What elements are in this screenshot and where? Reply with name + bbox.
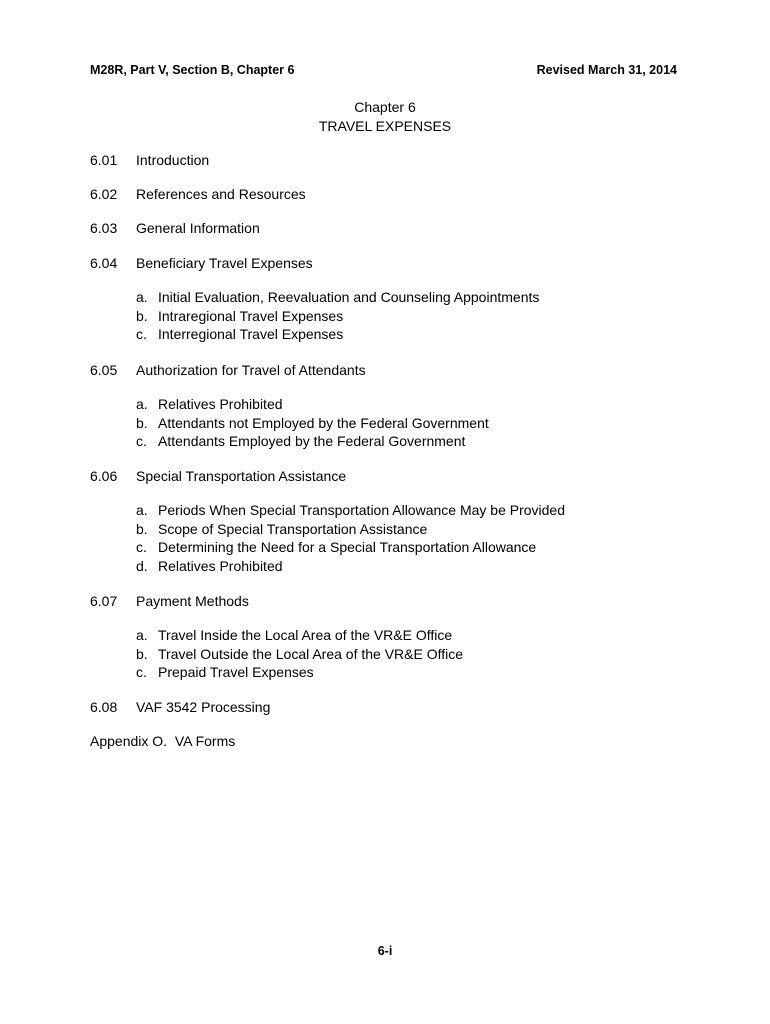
section-number: 6.03 [90,220,118,236]
section-title: Authorization for Travel of Attendants [136,362,366,378]
subitem-text: Initial Evaluation, Reevaluation and Counseling Appointments [158,289,540,305]
section-title: Payment Methods [136,593,249,609]
toc-subitem [136,538,565,557]
toc-section-6-01 [90,151,209,170]
subitem-letter: b. [136,414,148,431]
toc-section-6-07 [90,592,249,611]
chapter-title-block [0,98,770,136]
toc-section-6-02 [90,185,306,204]
toc-sublist-6-05 [136,395,489,451]
toc-subitem [136,520,565,539]
subitem-letter: d. [136,557,148,574]
subitem-letter: b. [136,645,148,662]
section-number: 6.02 [90,186,118,202]
section-number: 6.01 [90,152,118,168]
toc-subitem [136,414,489,433]
toc-sublist-6-07 [136,626,463,682]
section-title: General Information [136,220,260,236]
toc-subitem [136,432,489,451]
toc-subitem [136,307,539,326]
toc-section-6-08 [90,698,270,717]
toc-subitem [136,395,489,414]
toc-section-6-06 [90,467,346,486]
toc-section-6-03 [90,219,260,238]
section-title: References and Resources [136,186,306,202]
chapter-name: TRAVEL EXPENSES [318,118,452,134]
toc-section-6-05 [90,361,366,380]
section-number: 6.08 [90,699,118,715]
toc-subitem [136,288,539,307]
toc-subitem [136,501,565,520]
subitem-text: Relatives Prohibited [158,396,283,412]
header-revision-date: Revised March 31, 2014 [536,63,677,77]
subitem-letter: c. [136,326,147,343]
subitem-text: Attendants Employed by the Federal Government [158,433,466,450]
subitem-text: Determining the Need for a Special Transportation Allowance [158,539,537,556]
section-title: Beneficiary Travel Expenses [136,255,313,271]
subitem-letter: a. [136,502,148,518]
page-number: 6-i [377,944,393,958]
subitem-letter: c. [136,664,147,681]
subitem-text: Intraregional Travel Expenses [158,307,344,324]
subitem-letter: a. [136,627,148,643]
toc-sublist-6-06 [136,501,565,575]
subitem-letter: b. [136,307,148,324]
subitem-letter: c. [136,539,147,556]
subitem-letter: a. [136,396,148,412]
toc-subitem [136,645,463,664]
section-title: Introduction [136,152,210,168]
section-number: 6.05 [90,362,118,378]
subitem-text: Scope of Special Transportation Assistance [158,520,428,537]
subitem-letter: a. [136,289,148,305]
section-title: Special Transportation Assistance [136,468,347,484]
toc-subitem [136,663,463,682]
toc-subitem [136,325,539,344]
subitem-letter: c. [136,433,147,450]
subitem-text: Interregional Travel Expenses [158,326,344,343]
subitem-text: Attendants not Employed by the Federal Government [158,414,489,431]
chapter-number: Chapter 6 [354,99,416,115]
toc-subitem [136,557,565,576]
section-title: VAF 3542 Processing [136,699,271,715]
subitem-text: Travel Inside the Local Area of the VR&E Office [158,627,453,643]
header-document-id: M28R, Part V, Section B, Chapter 6 [90,63,295,77]
section-number: 6.07 [90,593,118,609]
subitem-text: Relatives Prohibited [158,557,283,574]
subitem-text: Travel Outside the Local Area of the VR&E Office [158,645,464,662]
toc-sublist-6-04 [136,288,539,344]
toc-section-6-04 [90,254,313,273]
subitem-text: Periods When Special Transportation Allowance May be Provided [158,502,565,518]
section-number: 6.06 [90,468,118,484]
subitem-letter: b. [136,520,148,537]
subitem-text: Prepaid Travel Expenses [158,664,314,681]
toc-appendix: Appendix O. VA Forms [90,733,236,749]
toc-subitem [136,626,463,645]
section-number: 6.04 [90,255,118,271]
